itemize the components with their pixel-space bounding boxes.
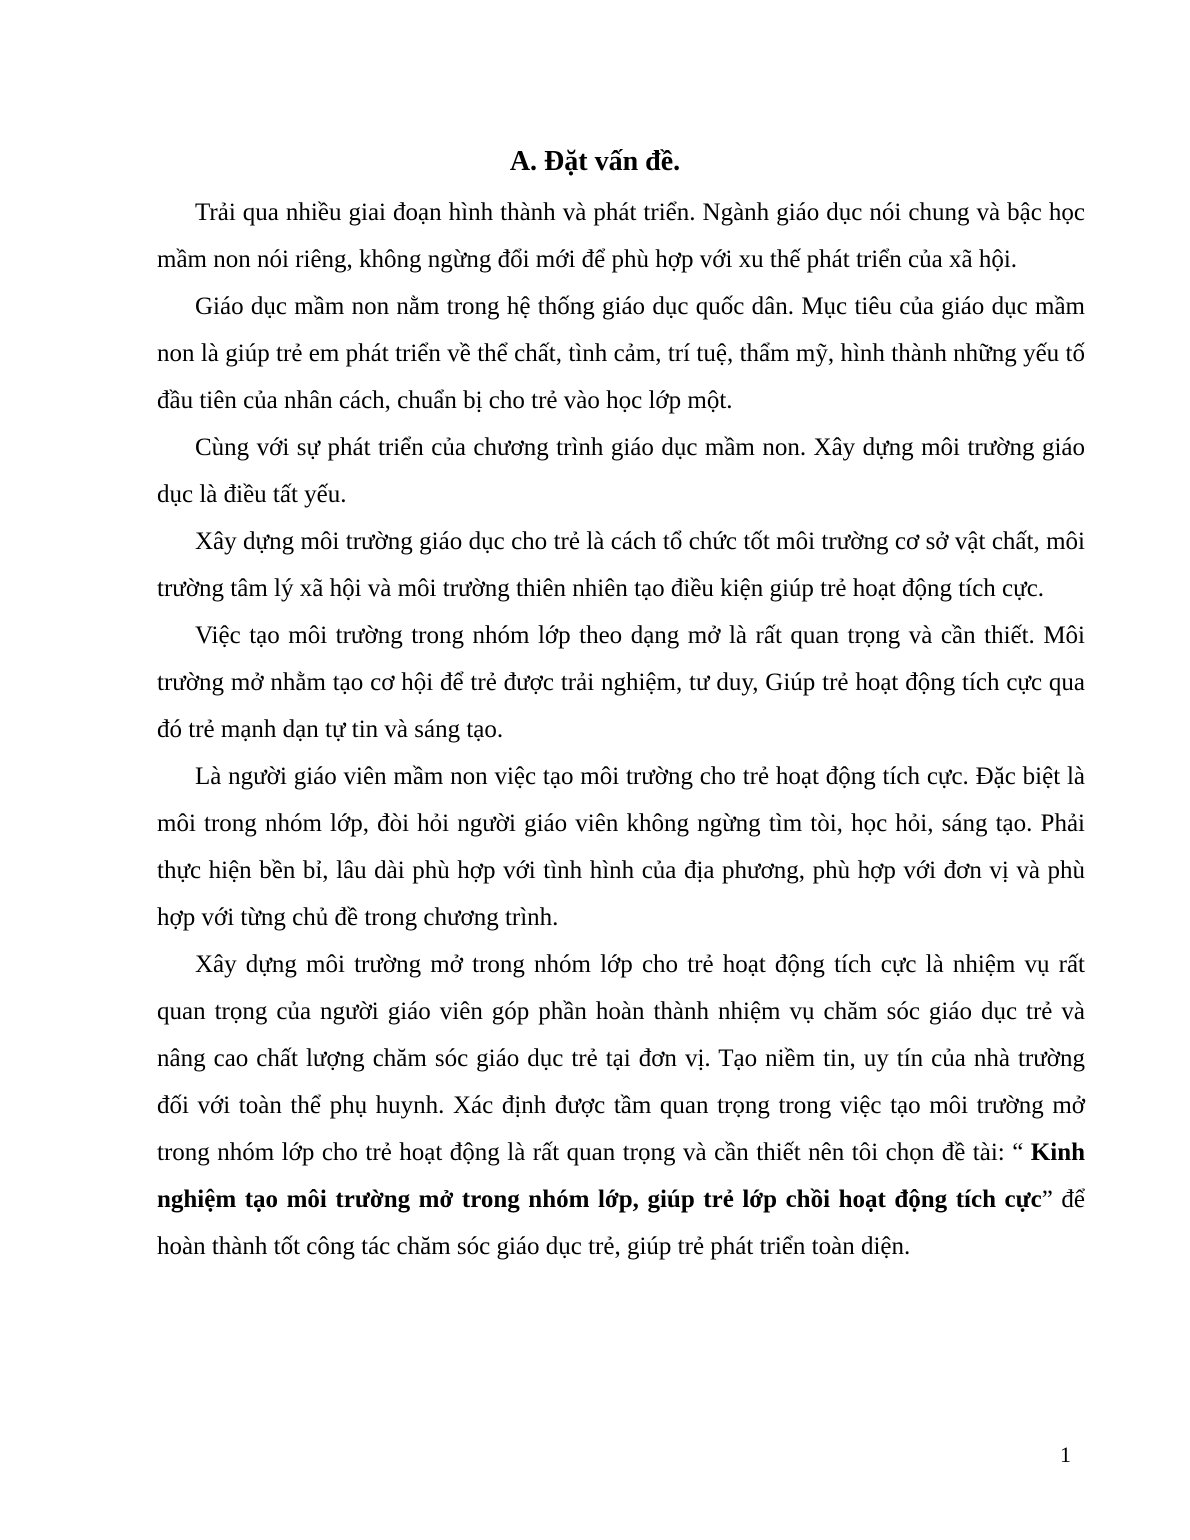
paragraph: Trải qua nhiều giai đoạn hình thành và phát triển. Ngành giáo dục nói chung và bậc học mầm non nói riêng, không ngừng đổi mới để phù hợp với xu thế phát triển của xã hội.: [157, 199, 1085, 273]
paragraph: Xây dựng môi trường giáo dục cho trẻ là cách tổ chức tốt môi trường cơ sở vật chất, môi trường tâm lý xã hội và môi trường thiên nhiên tạo điều kiện giúp trẻ hoạt động tích cực.: [157, 528, 1085, 602]
paragraph: Việc tạo môi trường trong nhóm lớp theo dạng mở là rất quan trọng và cần thiết. Môi trường mở nhằm tạo cơ hội để trẻ được trải nghiệm, tư duy, Giúp trẻ hoạt động tích cực qua đó trẻ mạnh dạn tự tin và sáng tạo.: [157, 622, 1085, 743]
paragraph-topic: [157, 941, 1085, 1270]
paragraph-intro: Xây dựng môi trường mở trong nhóm lớp cho trẻ hoạt động tích cực là nhiệm vụ rất quan trọng của người giáo viên góp phần hoàn thành nhiệm vụ chăm sóc giáo dục trẻ và nâng cao chất lượng chăm sóc giáo dục trẻ tại đơn vị. Tạo niềm tin, uy tín của nhà trường đối với toàn thể phụ huynh. Xác định được tầm quan trọng trong việc tạo môi trường mở trong nhóm lớp cho trẻ hoạt động là rất quan trọng và cần thiết nên tôi chọn đề tài: “: [157, 951, 1085, 1166]
page-number: 1: [1060, 1442, 1071, 1467]
paragraph: Giáo dục mầm non nằm trong hệ thống giáo dục quốc dân. Mục tiêu của giáo dục mầm non là giúp trẻ em phát triển về thể chất, tình cảm, trí tuệ, thẩm mỹ, hình thành những yếu tố đầu tiên của nhân cách, chuẩn bị cho trẻ vào học lớp một.: [157, 293, 1085, 414]
body-text: [157, 189, 1085, 1270]
paragraph-outro: ” để hoàn thành tốt công tác chăm sóc giáo dục trẻ, giúp trẻ phát triển toàn diện.: [157, 1186, 1085, 1260]
section-heading: A. Đặt vấn đề.: [509, 146, 681, 177]
paragraph: Cùng với sự phát triển của chương trình giáo dục mầm non. Xây dựng môi trường giáo dục là điều tất yếu.: [157, 434, 1085, 508]
topic-title: Kinh nghiệm tạo môi trường mở trong nhóm lớp, giúp trẻ lớp chồi hoạt động tích cực: [157, 1139, 1085, 1213]
paragraph: Là người giáo viên mầm non việc tạo môi trường cho trẻ hoạt động tích cực. Đặc biệt là môi trong nhóm lớp, đòi hỏi người giáo viên không ngừng tìm tòi, học hỏi, sáng tạo. Phải thực hiện bền bỉ, lâu dài phù hợp với tình hình của địa phương, phù hợp với đơn vị và phù hợp với từng chủ đề trong chương trình.: [157, 763, 1085, 931]
